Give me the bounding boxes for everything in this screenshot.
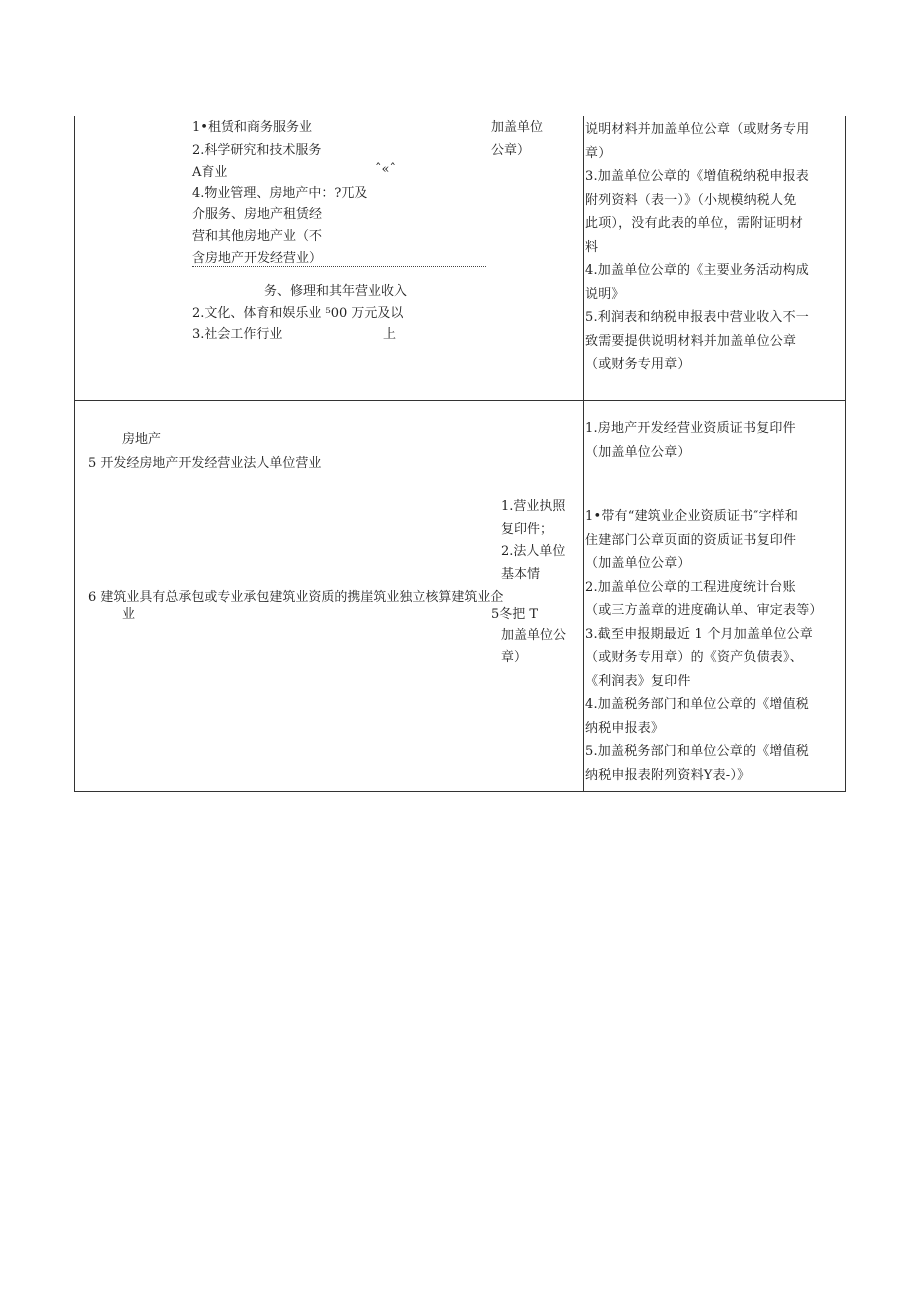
- service-line: 务、修理和其年营业收入: [264, 284, 408, 299]
- industry-line-1: 1•租赁和商务服务业: [192, 120, 312, 135]
- material-line: 2.加盖单位公章的工程进度统计台账: [585, 579, 796, 595]
- seal-note-line-1: 加盖单位: [491, 120, 544, 135]
- row6-doc-2: 复印件；: [501, 522, 554, 537]
- material-line: 住建部门公章页面的资质证书复印件: [585, 532, 797, 548]
- material-line: 1•带有“建筑业企业资质证书″字样和: [585, 509, 799, 524]
- social-tail: 上: [383, 327, 397, 342]
- row5-label: 5 开发经房地产开发经营业法人单位营业: [88, 456, 322, 471]
- row6-doc-1: 1.营业执照: [501, 499, 566, 514]
- material-line: 致需要提供说明材料并加盖单位公章: [585, 333, 797, 349]
- social-line: 3.社会工作行业: [192, 327, 283, 342]
- row6-doc-6: 加盖单位公: [501, 628, 567, 643]
- material-line: 说明》: [585, 286, 625, 302]
- material-line: 1.房地产开发经营业资质证书复印件: [585, 421, 796, 436]
- fragment-marks: ˆ«ˆ: [375, 162, 396, 177]
- row6-doc-4: 基本情: [501, 567, 541, 582]
- material-line: 纳税申报表附列资料Y表-）》: [585, 767, 751, 783]
- material-line: （或三方盖章的进度确认单、审定表等）: [585, 603, 823, 618]
- row6-doc-3: 2.法人单位: [501, 544, 566, 559]
- material-line: （或财务专用章）的《资产负债表》、: [585, 650, 803, 665]
- seal-note-line-2: 公章）: [491, 143, 531, 158]
- table-column-divider: [583, 116, 584, 792]
- material-line: 3.加盖单位公章的《增值税纳税申报表: [585, 169, 810, 184]
- industry-line-6: 营和其他房地产业（不: [192, 229, 323, 244]
- material-line: 章）: [585, 145, 612, 161]
- material-line: 纳税申报表》: [585, 720, 665, 736]
- material-line: 料: [585, 239, 599, 255]
- table-row-divider: [74, 400, 846, 401]
- material-line: 4.加盖单位公章的《主要业务活动构成: [585, 263, 810, 278]
- culture-line: 2.文化、体育和娱乐业 ⁵00 万元及以: [192, 306, 404, 321]
- row6-label: 6 建筑业具有总承包或专业承包建筑业资质的携崖筑业独立核算建筑业企: [88, 590, 504, 605]
- material-line: 《利润表》复印件: [585, 673, 691, 689]
- material-line: 4.加盖税务部门和单位公章的《增值税: [585, 697, 810, 712]
- row5-materials: [585, 417, 847, 464]
- industry-line-5: 介服务、房地产租赁经: [192, 207, 323, 222]
- material-line: 附列资料（表一）》（小规模纳税人免: [585, 192, 797, 208]
- row6-label-tail: 业: [122, 607, 136, 622]
- material-line: （或财务专用章）: [585, 357, 691, 372]
- material-line: （加盖单位公章）: [585, 444, 691, 460]
- row6-doc-5: 5冬把 T: [491, 607, 539, 622]
- industry-line-3: A育业: [192, 165, 228, 180]
- row6-doc-7: 章）: [501, 650, 528, 665]
- material-line: （加盖单位公章）: [585, 556, 691, 571]
- material-line: 说明材料并加盖单位公章（或财务专用: [585, 122, 810, 137]
- table-left-border: [74, 116, 75, 792]
- table-bottom-border: [74, 791, 846, 792]
- material-line: 3.截至申报期最近 1 个月加盖单位公章: [585, 626, 813, 642]
- industry-line-7: 含房地产开发经营业）: [192, 251, 323, 266]
- material-line: 此项），没有此表的单位，需附证明材: [585, 216, 803, 231]
- material-line: 5.利润表和纳税申报表中营业收入不一: [585, 310, 810, 325]
- row6-materials: [585, 505, 847, 787]
- material-line: 5.加盖税务部门和单位公章的《增值税: [585, 744, 810, 759]
- industry-line-4: 4.物业管理、房地产中：?兀及: [192, 186, 368, 201]
- industry-line-2: 2.科学研究和技术服务: [192, 143, 322, 158]
- upper-materials: [585, 118, 847, 377]
- row5-label-top: 房地产: [122, 432, 162, 447]
